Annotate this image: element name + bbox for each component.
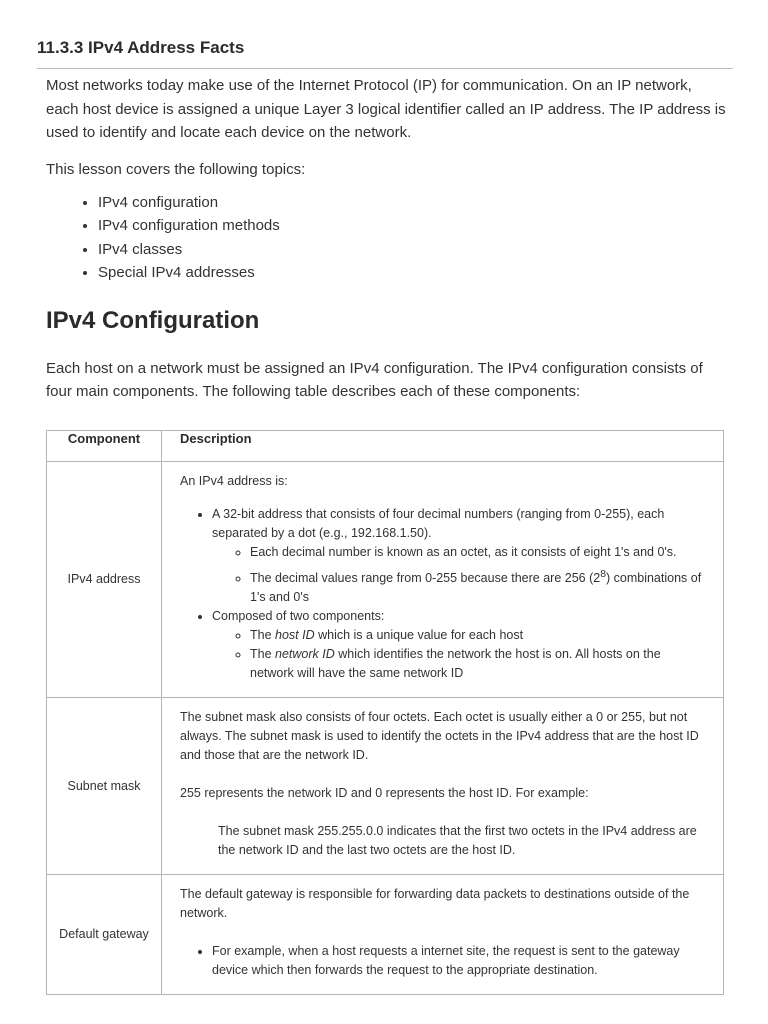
list-item-text: Composed of two components:: [212, 609, 385, 624]
component-name: IPv4 address: [47, 462, 162, 698]
example-text: The subnet mask 255.255.0.0 indicates that the first two octets in the IPv4 address are the network ID and the last two octets are the host ID.: [218, 824, 697, 858]
topics-list: [46, 191, 726, 285]
text-fragment: The: [250, 628, 276, 643]
component-column-header: Component: [47, 431, 162, 462]
table-row: [47, 462, 724, 698]
topic-item: • IPv4 classes: [98, 238, 726, 262]
description-text: The subnet mask also consists of four octets. Each octet is usually either a 0 or 255, but not always. The subnet mask is used to identify the octets in the IPv4 address that are the host ID and those that are the network ID.: [180, 710, 699, 763]
topic-item: • IPv4 configuration methods: [98, 214, 726, 238]
topic-item: • Special IPv4 addresses: [98, 261, 726, 285]
text-fragment: The: [250, 647, 276, 662]
sub-list-item: [250, 565, 705, 607]
sub-list-item: [250, 626, 705, 645]
component-name: Default gateway: [47, 875, 162, 995]
topics-intro: This lesson covers the following topics:: [46, 160, 306, 178]
table-row: [47, 698, 724, 875]
ipv4-configuration-heading: IPv4 Configuration: [46, 306, 260, 334]
components-table: [46, 430, 724, 995]
text-fragment: which identifies the network the host is on. All hosts on the network will have the same network ID: [250, 647, 661, 681]
component-name: Subnet mask: [47, 698, 162, 875]
sub-list: [212, 543, 705, 607]
sub-list-item: ◦ Each decimal number is known as an octet, as it consists of eight 1's and 0's.: [250, 543, 705, 562]
text-fragment: which is a unique value for each host: [314, 628, 524, 643]
list-item: [212, 505, 705, 607]
text-fragment: The decimal values range from 0-255 because there are 256 (2: [250, 571, 601, 586]
table-row: [47, 875, 724, 995]
sub-list-item: [250, 645, 705, 683]
text-fragment: ) combinations of 1's and 0's: [250, 571, 702, 605]
table-intro-paragraph: Each host on a network must be assigned an IPv4 configuration. The IPv4 configuration consists of four main components. The following table describes each of these components:: [46, 359, 703, 400]
description-text: An IPv4 address is:: [180, 474, 288, 488]
table-header-row: [47, 431, 724, 462]
description-text: The default gateway is responsible for forwarding data packets to destinations outside of the network.: [180, 887, 690, 921]
description-text: 255 represents the network ID and 0 represents the host ID. For example:: [180, 786, 589, 801]
topic-item: • IPv4 configuration: [98, 191, 726, 215]
list-item-text: A 32-bit address that consists of four decimal numbers (ranging from 0-255), each separated by a dot (e.g., 192.168.1.50).: [212, 507, 665, 540]
description-list: [180, 505, 705, 683]
description-list: [180, 942, 705, 980]
lesson-content: [46, 74, 726, 404]
emphasis: network ID: [275, 647, 335, 662]
description-column-header: Description: [162, 431, 724, 462]
title-divider: [37, 68, 733, 69]
intro-paragraph: Most networks today make use of the Internet Protocol (IP) for communication. On an IP network, each host device is assigned a unique Layer 3 logical identifier called an IP address. The IP address is used to identify and locate each device on the network.: [46, 77, 726, 141]
list-item: [212, 607, 705, 683]
emphasis: host ID: [275, 628, 315, 643]
list-item: • For example, when a host requests a internet site, the request is sent to the gateway device which then forwards the request to the appropriate destination.: [212, 942, 705, 980]
superscript: 8: [600, 569, 606, 580]
sub-list: [212, 626, 705, 683]
component-description: [162, 698, 724, 875]
component-description: [162, 462, 724, 698]
section-title: 11.3.3 IPv4 Address Facts: [37, 38, 245, 57]
component-description: [162, 875, 724, 995]
